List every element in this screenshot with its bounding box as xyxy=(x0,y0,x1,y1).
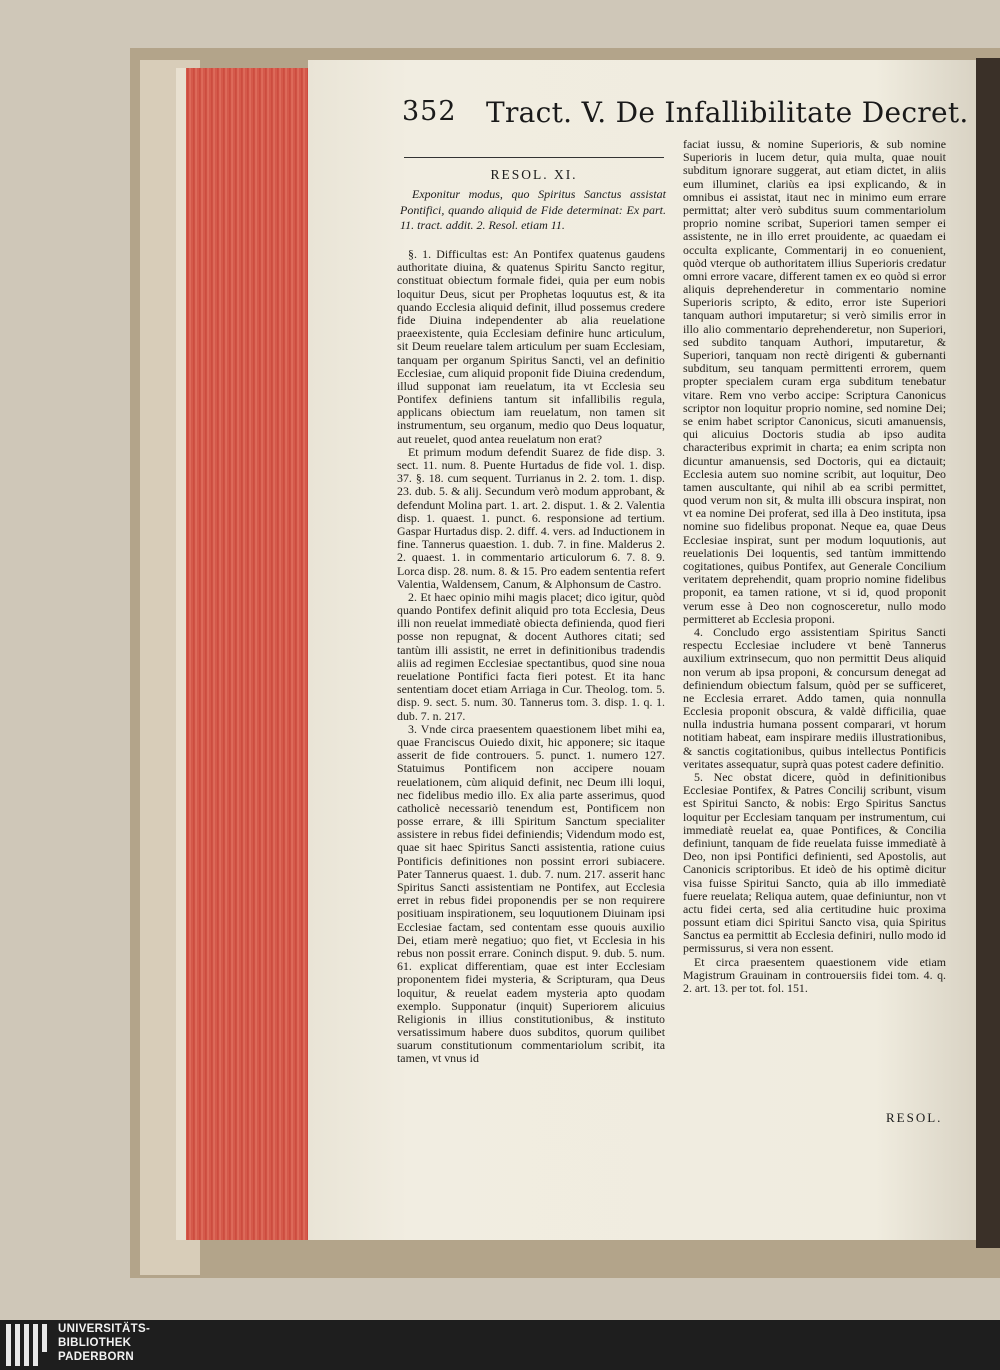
heading-rule xyxy=(404,157,664,158)
left-column xyxy=(397,248,665,1066)
paragraph: 3. Vnde circa praesentem quaestionem libet mihi ea, quae Franciscus Ouiedo dixit, hic apponere; sic itaque asserit de fide controuers. 5. punct. 1. numero 127. Statuimus Pontificem non accipere nouam reuelationem, cùm aliquid definit, nec Deum illi loqui, nec fidelibus medio illo. Ex alia parte asserimus, quod catholicè necessariò tenendum est, Pontificem non posse errare, & illi Spiritum Sanctum specialiter assistere in rebus fidei definiendis; Videndum modo est, quae sit haec Spiritus Sancti assistentia, ratione cuius Pontificis definitiones non possint errori subiacere. Pater Tannerus quaest. 1. dub. 7. num. 217. asserit hanc Spiritus Sancti assistentiam ne Pontifex, aut Ecclesia erret in rebus fidei proponendis per se non requirere positiuam inspirationem, seu loquutionem Diuinam ipsi Ecclesiae factam, sed contentam esse quouis auxilio Dei, etiam merè negatiuo; quo fiet, vt Ecclesia in his rebus non possit errare. Coninch disput. 9. dub. 5. num. 61. explicat differentiam, quae est inter Ecclesiam proponentem fidei mysteria, & Scripturam, qua Deus loquitur, & reuelat eadem mysteria apto quodam exemplo. Supponatur (inquit) Superiorem alicuius Religionis in illius constitutionibus, & instituto versatissimum habere duos subditos, quorum quilibet suarum constitutionum commentariolum scribit, ita tamen, vt vnus id xyxy=(397,721,665,1066)
page-number: 352 xyxy=(402,96,457,127)
library-name-line: BIBLIOTHEK xyxy=(58,1337,132,1349)
paragraph: Et circa praesentem quaestionem vide etiam Magistrum Grauinam in controuersiis fidei tom. 4. q. 2. art. 13. per tot. fol. 151. xyxy=(683,954,946,995)
paragraph: 4. Concludo ergo assistentiam Spiritus Sancti respectu Ecclesiae includere vt benè Tannerus auxilium extrinsecum, quo non permittit Deus aliquid non verum ab ipsa proponi, & concursum denegat ad definiendum obiectum falsum, quòd per se sufficeret, ne Ecclesia erraret. Addo tamen, quia nonnulla Ecclesia proponit obscura, & valdè difficilia, quae nulla industria humana possent comparari, vt horum notitiam habeat, eam inspirare mediis illustrationibus, & sanctis cogitationibus, quibus intellectus Pontificis veritates assequatur, suprà quas potest cadere definitio. xyxy=(683,624,946,771)
paragraph: 5. Nec obstat dicere, quòd in definitionibus Ecclesiae Pontifex, & Patres Concilij scribunt, visum est Spiritui Sancto, & nobis: Ergo Spiritus Sanctus loquitur per Ecclesiam tanquam per instrumentum, cui immediatè reuelat ea, quae Pontifices, & Concilia definiunt, tanquam de fide reuelata fuisse immediatè à Deo, non ipsi Pontifici definienti, sed Apostolis, aut Canonicis scriptoribus. Et ideò de his optimè dicitur visa fuisse Spiritui Sancto, quia ab illo immediatè fuere reuelata; Reliqua autem, quae definiuntur, non vt actu fidei certa, sed alia certitudine huic proxima possunt etiam dici Spiritui Sancto visa, quia Spiritus Sanctus ea permittit ab Ecclesia definiri, nullo modo id permissurus, si vera non essent. xyxy=(683,770,946,956)
paragraph: 2. Et haec opinio mihi magis placet; dico igitur, quòd quando Pontifex definit aliquid pro tota Ecclesia, Deus illi non reuelat immediatè obiecta definienda, quod fieri posse non repugnat, & docent Authores citati; sed tantùm illi assistit, ne erret in definitionibus tradendis aliis ad regimen Ecclesiae spectantibus, quod sine noua reuelatione Pontifici facta fieri potest. Et ita hanc sententiam docet etiam Arriaga in Cur. Theolog. tom. 5. disp. 9. sect. 5. num. 30. Tannerus tom. 3. disp. 1. q. 1. dub. 7. n. 217. xyxy=(397,589,665,723)
library-name xyxy=(58,1322,150,1364)
running-title: Tract. V. De Infallibilitate Decret. xyxy=(486,96,969,129)
red-page-edges xyxy=(186,68,310,1240)
library-logo-icon xyxy=(6,1324,52,1366)
paragraph: faciat iussu, & nomine Superioris, & sub nomine Superioris in lucem detur, quia multa, quae nouit subditum ignorare suggerat, aut etiam dictet, in aliis eum illuminet, clariùs ea ipsi explicando, & in omnibus ei assistat, itaut nec in minimo eum errare permittat; alter verò subditus suum commentariolum proprio nomine scribat, Superiori tamen semper ei assistente, ne in illo erret prouidente, ac quaedam ei occulta explicante, Commentarij in eo conuenient, quòd vterque ob authoritatem illius Superioris credatur omni errore vacare, different tamen ex eo quòd si error aliquis deprehenderetur in commentario nomine Superioris scripto, & edito, error iste Superiori tanquam authori imputaretur; si verò similis error in illo alio commentario deprehenderetur, non Superiori, sed subdito tanquam Authori, imputaretur, & Superiori, tanquam non rectè dirigenti & gubernanti subditum, seu tanquam permittenti errorem, quem propter specialem curam erga subditum tenebatur vitare. Rem vno verbo accipe: Scriptura Canonicus scriptor non loquitur proprio nomine, sed nomine Dei; se enim habet scriptor Canonicus, sicuti amanuensis, qui alicuius Doctoris studia ab ipso audita characteribus exprimit in charta; ea enim scripta non dicuntur amanuensis, sed Doctoris, qui ea dictauit; Ecclesia autem suo nomine scribit, aut loquitur, Deo tamen auscultante, qui nihil ab ea scribi permittet, quod verum non sit, & multa illi obscura inspirat, non vt ea nomine Dei proferat, sed illa à Deo instituta, ipsa nomine suo fidelibus proponat. Neque ea, quae Deus Ecclesiae inspirat, sunt per modum loquutionis, aut reuelationis Dei loquentis, sed tantùm immittendo cogitationes, quibus Pontifex, aut Generale Concilium veritatem deprehendit, quam proprio nomine fidelibus proponit, ea tamen ratione, vt si id, quod proponit verum esse à Deo non cognosceretur, nullo modo permitteret ab Ecclesia proponi. xyxy=(683,137,946,626)
spine-gutter xyxy=(976,58,1000,1248)
right-column xyxy=(683,138,946,995)
paragraph: §. 1. Difficultas est: An Pontifex quatenus gaudens authoritate diuina, & quatenus Spiritu Sancto regitur, constituat obiectum formale fidei, quia per eum nobis loquitur Deus, sicut per Prophetas loquutus est, & ita quando Ecclesia aliquid definit, illud possemus credere fide Diuina independenter ab alia reuelatione praeexistente, quia Ecclesiam definire hunc articulum, sit Deum reuelare talem articulum per suam Ecclesiam, tanquam per organum Spiritus Sancti, vel an definitio Ecclesiae, cum aliquid proponit fide Diuina credendum, illud supponat iam reuelatum, ita vt Ecclesia seu Pontifex definiens tantum sit infallibilis regula, applicans obiectum iam reuelatum, non tamen sit instrumentum, seu organum, medio quo Deus loquatur, aut reuelet, quod antea reuelatum non erat? xyxy=(397,247,665,446)
resolution-summary: Exponitur modus, quo Spiritus Sanctus assistat Pontifici, quando aliquid de Fide determinat: Ex part. 11. tract. addit. 2. Resol. etiam 11. xyxy=(400,187,666,232)
library-name-line: PADERBORN xyxy=(58,1351,134,1363)
paragraph: Et primum modum defendit Suarez de fide disp. 3. sect. 11. num. 8. Puente Hurtadus de fide vol. 1. disp. 37. §. 18. cum sequent. Turrianus in 2. 2. tom. 1. disp. 23. dub. 5. & alij. Secundum verò modum approbant, & defendunt Molina part. 1. art. 2. disput. 1. & 2. Valentia disp. 1. quaest. 1. punct. 6. responsione ad tertium. Gaspar Hurtadus disp. 2. diff. 4. vers. ad Inductionem in fine. Tannerus quaestion. 1. dub. 7. in fine. Malderus 2. 2. quaest. 1. in commentario articulorum 6. 7. 8. 9. Lorca disp. 28. num. 8. & 15. Pro eadem sententia refert Valentia, Waldensem, Canum, & Alphonsum de Castro. xyxy=(397,444,665,591)
resolution-heading: RESOL. XI. xyxy=(490,167,578,182)
catchword: RESOL. xyxy=(886,1110,943,1125)
library-name-line: UNIVERSITÄTS- xyxy=(58,1323,151,1335)
